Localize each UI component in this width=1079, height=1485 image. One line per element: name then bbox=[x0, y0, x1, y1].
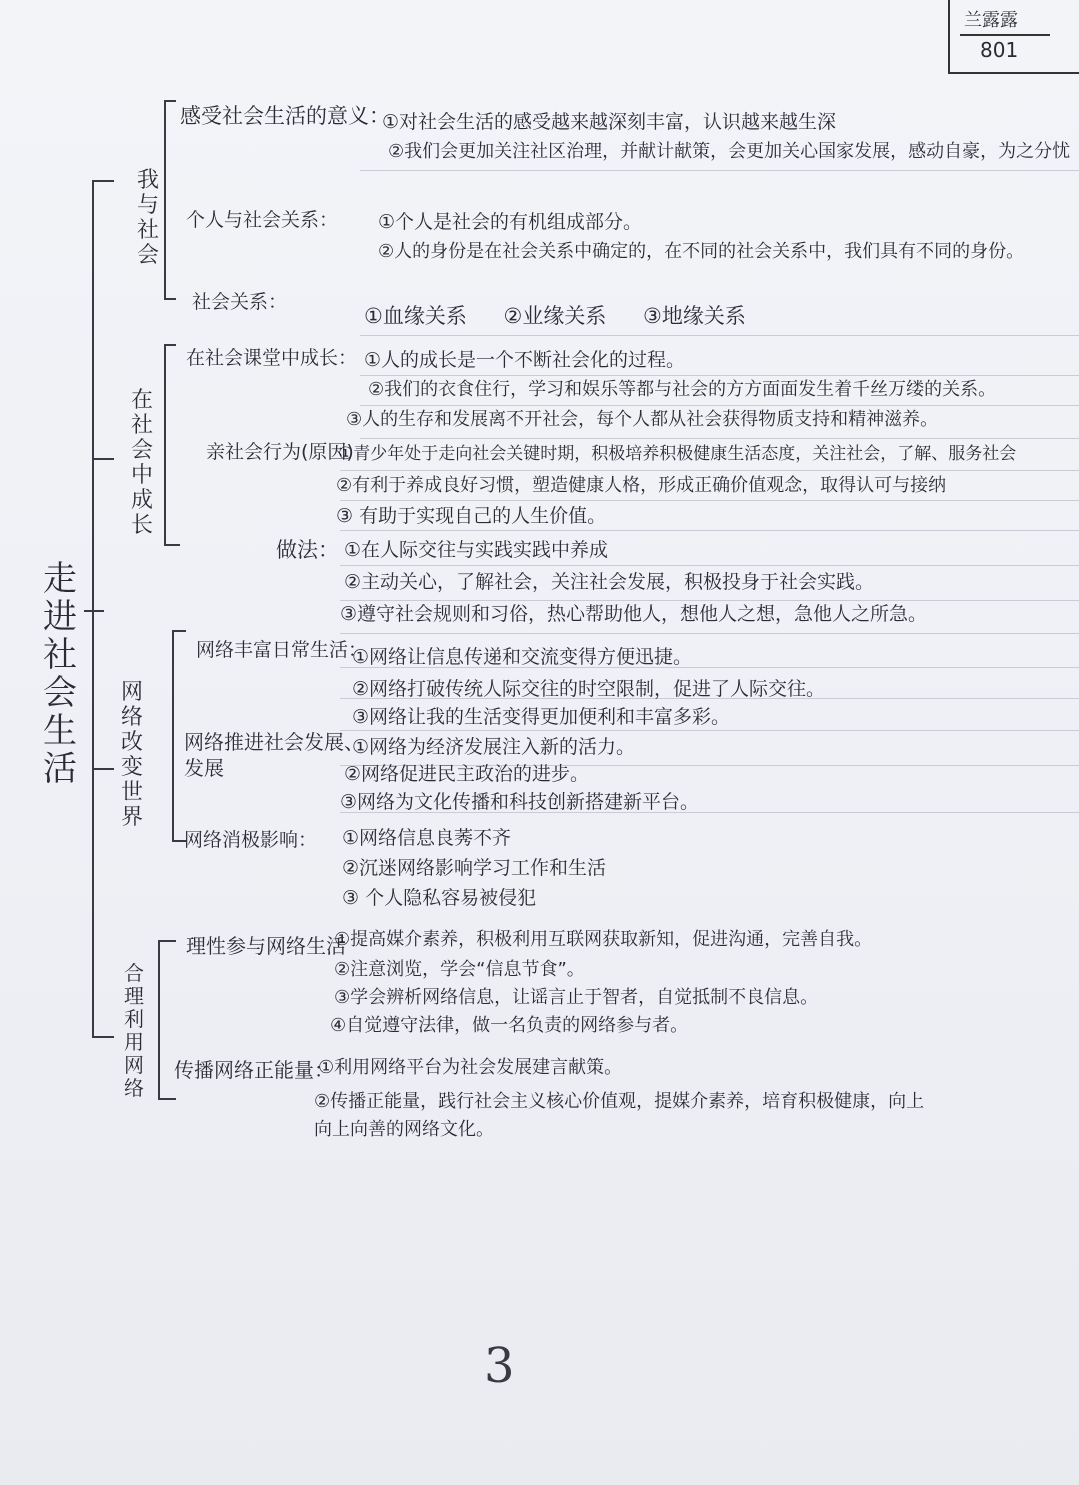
bracket-tick bbox=[92, 768, 114, 770]
point: ②我们会更加关注社区治理，并献计献策，会更加关心国家发展，感动自豪，为之分忧 bbox=[388, 141, 1071, 162]
point: ③ 有助于实现自己的人生价值。 bbox=[336, 505, 607, 527]
point: ③人的生存和发展离不开社会，每个人都从社会获得物质支持和精神滋养。 bbox=[346, 409, 939, 430]
point: ③网络让我的生活变得更加便利和丰富多彩。 bbox=[352, 706, 731, 728]
topic-label: 传播网络正能量： bbox=[174, 1058, 334, 1082]
topic-label: 社会关系： bbox=[192, 291, 288, 313]
topic-label: 网络消极影响： bbox=[184, 829, 318, 851]
point: ④自觉遵守法律，做一名负责的网络参与者。 bbox=[330, 1015, 689, 1036]
ruled-line bbox=[340, 633, 1079, 634]
section-title: 在社会中成长 bbox=[130, 388, 153, 538]
point: ②有利于养成良好习惯，塑造健康人格，形成正确价值观念，取得认可与接纳 bbox=[336, 475, 947, 496]
point: ①利用网络平台为社会发展建言献策。 bbox=[318, 1057, 623, 1078]
point: ②传播正能量，践行社会主义核心价值观，提媒介素养，培育积极健康，向上 bbox=[314, 1091, 925, 1112]
section-title: 合理利用网络 bbox=[124, 961, 144, 1100]
section-bracket bbox=[164, 344, 166, 546]
point: ①网络为经济发展注入新的活力。 bbox=[352, 736, 636, 758]
topic-label: 网络丰富日常生活： bbox=[196, 639, 368, 661]
point: ①在人际交往与实践实践中养成 bbox=[344, 539, 609, 561]
topic-label: 做法： bbox=[276, 538, 339, 562]
point: ③遵守社会规则和习俗，热心帮助他人，想他人之想，急他人之所急。 bbox=[340, 603, 928, 625]
root-title: 走进社会生活 bbox=[43, 559, 77, 789]
point: 向上向善的网络文化。 bbox=[314, 1119, 494, 1140]
bracket-tick bbox=[92, 1036, 114, 1038]
topic-label: 个人与社会关系： bbox=[186, 209, 339, 231]
bracket-tick bbox=[164, 544, 180, 546]
point: ①对社会生活的感受越来越深刻丰富，认识越来越生深 bbox=[382, 111, 837, 133]
ruled-line bbox=[340, 730, 1079, 731]
topic-label-cont: 发展 bbox=[184, 756, 224, 780]
page-number: 3 bbox=[484, 1338, 515, 1394]
point: ①网络让信息传递和交流变得方便迅捷。 bbox=[352, 646, 693, 668]
section-bracket bbox=[158, 940, 160, 1100]
point: ②网络打破传统人际交往的时空限制，促进了人际交往。 bbox=[352, 678, 826, 700]
point: ③ 个人隐私容易被侵犯 bbox=[342, 887, 537, 909]
point: ①人的成长是一个不断社会化的过程。 bbox=[364, 349, 686, 371]
ruled-line bbox=[340, 500, 1079, 501]
point: ①青少年处于走向社会关键时期，积极培养积极健康生活态度，关注社会，了解、服务社会 bbox=[338, 444, 1017, 464]
ruled-line bbox=[360, 170, 1079, 171]
point: ②人的身份是在社会关系中确定的，在不同的社会关系中，我们具有不同的身份。 bbox=[378, 241, 1025, 262]
bracket-tick bbox=[158, 1098, 176, 1100]
class-number: 801 bbox=[980, 38, 1019, 62]
topic-label: 在社会课堂中成长： bbox=[186, 347, 358, 369]
point: ②网络促进民主政治的进步。 bbox=[344, 763, 590, 785]
point: ②沉迷网络影响学习工作和生活 bbox=[342, 857, 607, 879]
section-bracket bbox=[172, 630, 174, 842]
bracket-tick bbox=[164, 298, 176, 300]
ruled-line bbox=[340, 600, 1079, 601]
bracket-tick bbox=[92, 458, 114, 460]
topic-label: 亲社会行为(原因) bbox=[206, 441, 354, 463]
point: ①网络信息良莠不齐 bbox=[342, 827, 512, 849]
topic-label: 理性参与网络生活 bbox=[186, 934, 346, 958]
bracket-tick bbox=[172, 630, 186, 632]
name-box bbox=[948, 0, 1079, 74]
point: ①个人是社会的有机组成部分。 bbox=[378, 211, 643, 233]
point: ②主动关心，了解社会，关注社会发展，积极投身于社会实践。 bbox=[344, 571, 875, 593]
ruled-line bbox=[340, 565, 1079, 566]
bracket-tick bbox=[164, 100, 176, 102]
name-separator bbox=[960, 34, 1050, 36]
point: ③学会辨析网络信息，让谣言止于智者，自觉抵制不良信息。 bbox=[334, 987, 819, 1008]
point: ③网络为文化传播和科技创新搭建新平台。 bbox=[340, 791, 700, 813]
bracket-tick bbox=[158, 940, 176, 942]
main-bracket bbox=[92, 180, 94, 1038]
ruled-line bbox=[360, 405, 1079, 406]
bracket-tick bbox=[84, 610, 104, 612]
topic-label: 感受社会生活的意义： bbox=[180, 104, 390, 128]
point: ②注意浏览，学会“信息节食”。 bbox=[334, 959, 585, 980]
ruled-line bbox=[340, 470, 1079, 471]
bracket-tick bbox=[164, 344, 176, 346]
section-title: 我与社会 bbox=[136, 168, 159, 268]
bracket-tick bbox=[92, 180, 114, 182]
point: ②我们的衣食住行，学习和娱乐等都与社会的方方面面发生着千丝万缕的关系。 bbox=[368, 379, 997, 400]
ruled-line bbox=[360, 438, 1079, 439]
ruled-line bbox=[360, 375, 1079, 376]
ruled-line bbox=[340, 530, 1079, 531]
student-name: 兰露露 bbox=[964, 10, 1018, 31]
point: ①提高媒介素养，积极利用互联网获取新知，促进沟通，完善自我。 bbox=[334, 929, 873, 950]
section-bracket bbox=[164, 100, 166, 300]
topic-label: 网络推进社会发展、 bbox=[184, 730, 364, 754]
point: ①血缘关系 ②业缘关系 ③地缘关系 bbox=[364, 304, 746, 328]
ruled-line bbox=[360, 335, 1079, 336]
section-title: 网络改变世界 bbox=[120, 680, 143, 830]
